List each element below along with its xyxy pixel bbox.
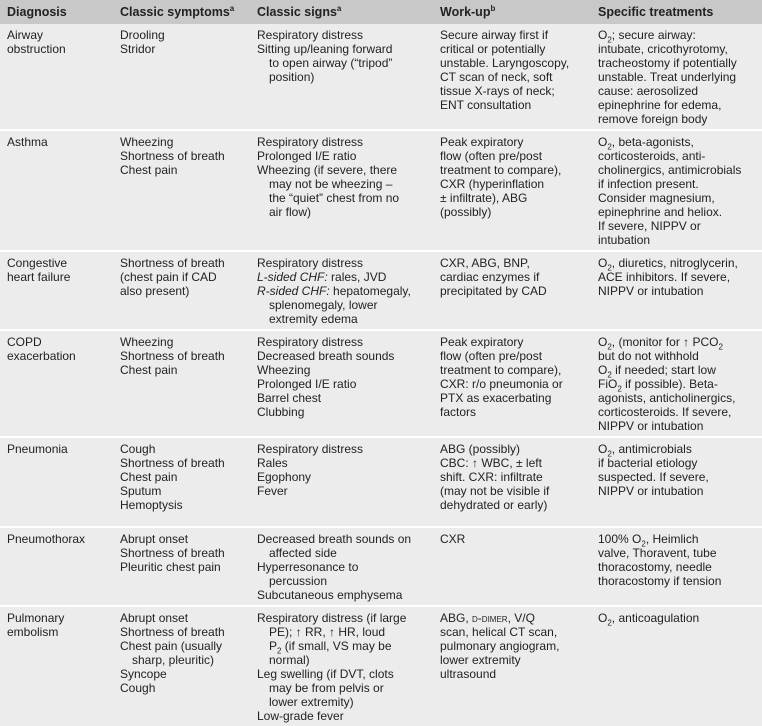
cell-workup: ABG, d-dimer, V/Q scan, helical CT scan, pulmonary angiogram, lower extremity ultrasound <box>433 606 591 726</box>
cell-workup: ABG (possibly) CBC: ↑ WBC, ± left shift. CXR: infiltrate (may not be visible if dehydrated or early) <box>433 437 591 527</box>
cell-diagnosis: Congestive heart failure <box>0 251 113 330</box>
cell-treatments: 100% $O_2$, Heimlich valve, Thoravent, tube thoracostomy, needle thoracostomy if tension <box>591 527 762 606</box>
table-row <box>0 130 762 251</box>
table-row <box>0 606 762 726</box>
footnote-mark: a <box>336 3 342 13</box>
cell-diagnosis: Airway obstruction <box>7 28 66 56</box>
table-row <box>0 437 762 527</box>
table-row <box>0 24 762 130</box>
table-row <box>0 251 762 330</box>
cell-workup: CXR <box>433 527 591 606</box>
cell-treatments: $O_2$; secure airway: intubate, cricothyrotomy, tracheostomy if potentially unstable. Treat underlying cause: aerosolized epinephrine for edema, remove foreign body <box>598 28 737 126</box>
cell-signs: Decreased breath sounds on affected side Hyperresonance to percussion Subcutaneous emphysema <box>250 527 433 606</box>
cell-workup: CXR, ABG, BNP, cardiac enzymes if precipitated by CAD <box>433 251 591 330</box>
cell-signs: Respiratory distress Prolonged I/E ratio Wheezing (if severe, there may not be wheezing – the “quiet” chest from no air flow) <box>250 130 433 251</box>
header-row <box>0 0 762 24</box>
footnote-mark: a <box>229 3 235 13</box>
cell-signs: Respiratory distress (if large PE); ↑ RR, ↑ HR, loud $P_2$ (if small, VS may be normal) Leg swelling (if DVT, clots may be from pelvis or lower extremity) Low-grade fever <box>250 606 433 726</box>
table-row <box>0 527 762 606</box>
cell-signs: Respiratory distress Rales Egophony Fever <box>250 437 433 527</box>
cell-signs: Respiratory distress Decreased breath sounds Wheezing Prolonged I/E ratio Barrel chest Clubbing <box>250 330 433 437</box>
footnote-mark: b <box>490 3 496 13</box>
cell-diagnosis: Asthma <box>0 130 113 251</box>
cell-treatments: $O_2$, diuretics, nitroglycerin, ACE inhibitors. If severe, NIPPV or intubation <box>591 251 762 330</box>
cell-symptoms: Abrupt onset Shortness of breath Chest pain (usually sharp, pleuritic) Syncope Cough <box>113 606 250 726</box>
cell-symptoms: Abrupt onset Shortness of breath Pleuritic chest pain <box>113 527 250 606</box>
cell-workup: Secure airway first if critical or potentially unstable. Laryngoscopy, CT scan of neck, soft tissue X-rays of neck; ENT consultation <box>440 28 570 112</box>
cell-symptoms: Wheezing Shortness of breath Chest pain <box>113 330 250 437</box>
cell-diagnosis: COPD exacerbation <box>0 330 113 437</box>
cell-diagnosis: Pulmonary embolism <box>0 606 113 726</box>
cell-symptoms: Shortness of breath (chest pain if CAD also present) <box>113 251 250 330</box>
up-arrow-icon: ↑ <box>472 456 479 470</box>
table-row <box>0 330 762 437</box>
header-treatments: Specific treatments <box>591 0 762 24</box>
header-symptoms: Classic symptoms$^a$ <box>113 0 250 24</box>
header-signs: Classic signs$^a$ <box>250 0 433 24</box>
cell-workup: Peak expiratory flow (often pre/post treatment to compare), CXR: r/o pneumonia or PTX as exacerbating factors <box>433 330 591 437</box>
cell-treatments: $O_2$, (monitor for ↑ $PCO_2$ but do not withhold $O_2$ if needed; start low FiO$_2$ if possible). Beta- agonists, anticholinergics, corticosteroids. If severe, NIPPV or intubation <box>591 330 762 437</box>
cell-workup: Peak expiratory flow (often pre/post treatment to compare), CXR (hyperinflation ± infiltrate), ABG (possibly) <box>433 130 591 251</box>
header-workup: Work-$up^b$ <box>433 0 591 24</box>
header-diagnosis: Diagnosis <box>0 0 113 24</box>
cell-symptoms: Drooling Stridor <box>120 28 165 56</box>
cell-symptoms: Wheezing Shortness of breath Chest pain <box>113 130 250 251</box>
cell-treatments: $O_2$, beta-agonists, corticosteroids, anti- cholinergics, antimicrobials if infection present. Consider magnesium, epinephrine and heliox. If severe, NIPPV or intubation <box>591 130 762 251</box>
cell-diagnosis: Pneumothorax <box>0 527 113 606</box>
up-arrow-icon: ↑ <box>683 335 690 349</box>
cell-treatments: $O_2$, anticoagulation <box>591 606 762 726</box>
up-arrow-icon: ↑ <box>329 625 336 639</box>
cell-treatments: $O_2$, antimicrobials if bacterial etiology suspected. If severe, NIPPV or intubation <box>591 437 762 527</box>
cell-diagnosis: Pneumonia <box>0 437 113 527</box>
cell-signs: Respiratory distress L-sided CHF: rales, JVD R-sided CHF: hepatomegaly, splenomegaly, lower extremity edema <box>250 251 433 330</box>
up-arrow-icon: ↑ <box>295 625 302 639</box>
cell-signs: Respiratory distress Sitting up/leaning forward to open airway (“tripod” position) <box>257 28 393 84</box>
cell-symptoms: Cough Shortness of breath Chest pain Sputum Hemoptysis <box>113 437 250 527</box>
